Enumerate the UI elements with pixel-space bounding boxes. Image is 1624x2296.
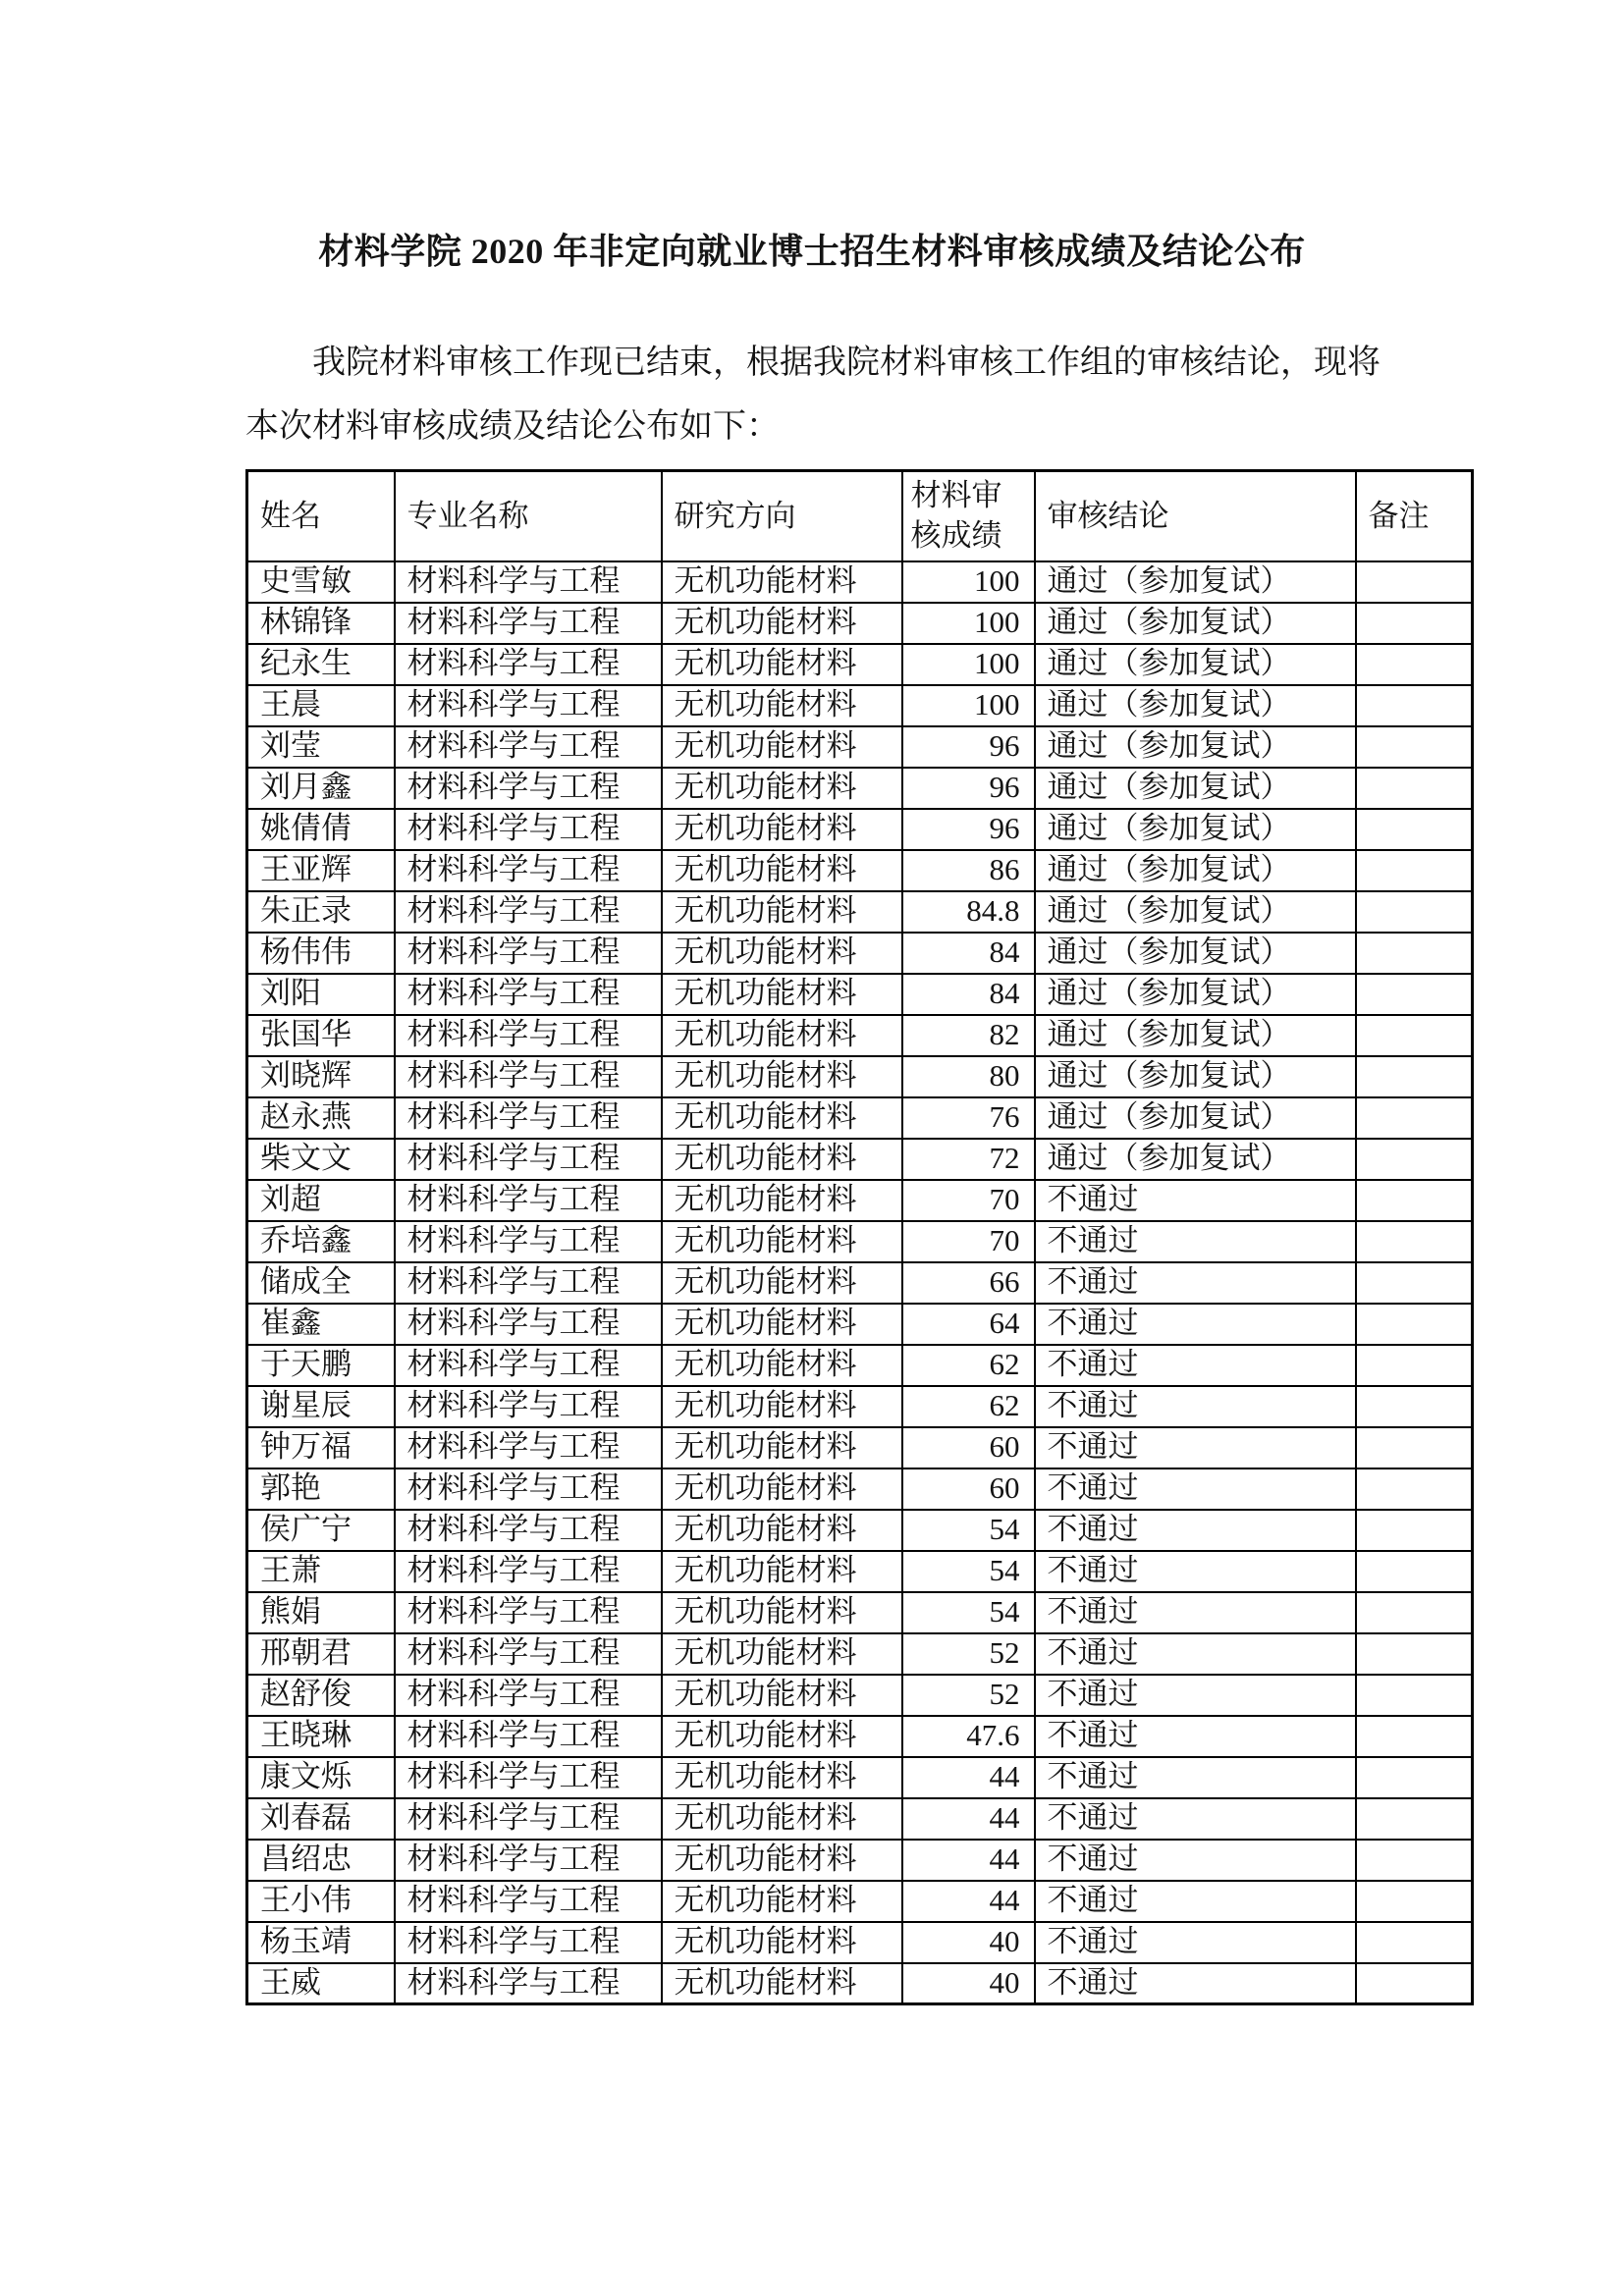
column-header-major: 专业名称 — [395, 471, 662, 561]
table-row — [247, 1840, 1473, 1881]
cell-conclusion: 不通过 — [1035, 1180, 1356, 1221]
cell-direction: 无机功能材料 — [662, 1840, 902, 1881]
cell-conclusion: 不通过 — [1035, 1345, 1356, 1386]
cell-name: 杨玉靖 — [247, 1922, 395, 1963]
table-row — [247, 974, 1473, 1015]
cell-name: 昌绍忠 — [247, 1840, 395, 1881]
cell-remark — [1356, 1468, 1473, 1510]
cell-conclusion: 通过（参加复试） — [1035, 685, 1356, 726]
cell-direction: 无机功能材料 — [662, 685, 902, 726]
cell-direction: 无机功能材料 — [662, 1592, 902, 1633]
cell-score: 82 — [902, 1015, 1035, 1056]
cell-conclusion: 通过（参加复试） — [1035, 1097, 1356, 1139]
cell-conclusion: 通过（参加复试） — [1035, 1015, 1356, 1056]
cell-direction: 无机功能材料 — [662, 644, 902, 685]
cell-name: 朱正录 — [247, 891, 395, 933]
cell-remark — [1356, 1304, 1473, 1345]
cell-name: 郭艳 — [247, 1468, 395, 1510]
cell-remark — [1356, 1551, 1473, 1592]
table-row — [247, 561, 1473, 603]
cell-major: 材料科学与工程 — [395, 1262, 662, 1304]
cell-score: 54 — [902, 1510, 1035, 1551]
cell-name: 赵舒俊 — [247, 1675, 395, 1716]
cell-score: 70 — [902, 1221, 1035, 1262]
cell-direction: 无机功能材料 — [662, 850, 902, 891]
cell-remark — [1356, 1345, 1473, 1386]
page-title: 材料学院 2020 年非定向就业博士招生材料审核成绩及结论公布 — [318, 232, 1306, 271]
cell-direction: 无机功能材料 — [662, 809, 902, 850]
cell-score: 40 — [902, 1963, 1035, 2004]
cell-direction: 无机功能材料 — [662, 1262, 902, 1304]
cell-major: 材料科学与工程 — [395, 1097, 662, 1139]
cell-remark — [1356, 1056, 1473, 1097]
cell-direction: 无机功能材料 — [662, 726, 902, 768]
table-row — [247, 1345, 1473, 1386]
table-row — [247, 1304, 1473, 1345]
cell-direction: 无机功能材料 — [662, 1633, 902, 1675]
cell-remark — [1356, 1798, 1473, 1840]
table-row — [247, 1221, 1473, 1262]
cell-score: 96 — [902, 768, 1035, 809]
cell-conclusion: 不通过 — [1035, 1386, 1356, 1427]
cell-conclusion: 不通过 — [1035, 1304, 1356, 1345]
table-row — [247, 1675, 1473, 1716]
cell-direction: 无机功能材料 — [662, 1139, 902, 1180]
cell-name: 谢星辰 — [247, 1386, 395, 1427]
cell-score: 47.6 — [902, 1716, 1035, 1757]
cell-score: 64 — [902, 1304, 1035, 1345]
cell-direction: 无机功能材料 — [662, 1427, 902, 1468]
cell-major: 材料科学与工程 — [395, 891, 662, 933]
cell-score: 60 — [902, 1468, 1035, 1510]
cell-remark — [1356, 768, 1473, 809]
cell-score: 62 — [902, 1345, 1035, 1386]
cell-remark — [1356, 1881, 1473, 1922]
cell-name: 王晓琳 — [247, 1716, 395, 1757]
table-row — [247, 1510, 1473, 1551]
cell-name: 姚倩倩 — [247, 809, 395, 850]
cell-remark — [1356, 561, 1473, 603]
cell-major: 材料科学与工程 — [395, 933, 662, 974]
cell-major: 材料科学与工程 — [395, 809, 662, 850]
cell-direction: 无机功能材料 — [662, 1097, 902, 1139]
cell-remark — [1356, 1675, 1473, 1716]
table-row — [247, 1015, 1473, 1056]
table-row — [247, 1056, 1473, 1097]
table-row — [247, 1262, 1473, 1304]
column-header-score: 材料审核成绩 — [902, 471, 1035, 561]
cell-name: 王小伟 — [247, 1881, 395, 1922]
cell-score: 66 — [902, 1262, 1035, 1304]
cell-score: 72 — [902, 1139, 1035, 1180]
cell-direction: 无机功能材料 — [662, 891, 902, 933]
cell-major: 材料科学与工程 — [395, 1922, 662, 1963]
table-row — [247, 1386, 1473, 1427]
table-row — [247, 1468, 1473, 1510]
cell-major: 材料科学与工程 — [395, 1716, 662, 1757]
cell-major: 材料科学与工程 — [395, 1304, 662, 1345]
cell-conclusion: 通过（参加复试） — [1035, 1139, 1356, 1180]
cell-major: 材料科学与工程 — [395, 1881, 662, 1922]
cell-name: 王晨 — [247, 685, 395, 726]
cell-score: 60 — [902, 1427, 1035, 1468]
cell-score: 80 — [902, 1056, 1035, 1097]
cell-direction: 无机功能材料 — [662, 1056, 902, 1097]
cell-major: 材料科学与工程 — [395, 1675, 662, 1716]
cell-major: 材料科学与工程 — [395, 1757, 662, 1798]
cell-conclusion: 不通过 — [1035, 1633, 1356, 1675]
cell-score: 100 — [902, 603, 1035, 644]
cell-score: 100 — [902, 561, 1035, 603]
cell-name: 钟万福 — [247, 1427, 395, 1468]
cell-name: 刘超 — [247, 1180, 395, 1221]
cell-score: 44 — [902, 1757, 1035, 1798]
cell-major: 材料科学与工程 — [395, 1180, 662, 1221]
cell-direction: 无机功能材料 — [662, 1015, 902, 1056]
cell-name: 刘月鑫 — [247, 768, 395, 809]
cell-major: 材料科学与工程 — [395, 1056, 662, 1097]
table-row — [247, 1592, 1473, 1633]
column-header-direction: 研究方向 — [662, 471, 902, 561]
cell-major: 材料科学与工程 — [395, 1592, 662, 1633]
cell-major: 材料科学与工程 — [395, 1963, 662, 2004]
cell-remark — [1356, 1963, 1473, 2004]
cell-direction: 无机功能材料 — [662, 933, 902, 974]
table-row — [247, 1427, 1473, 1468]
cell-major: 材料科学与工程 — [395, 1468, 662, 1510]
cell-major: 材料科学与工程 — [395, 685, 662, 726]
intro-line-1: 我院材料审核工作现已结束，根据我院材料审核工作组的审核结论，现将 — [312, 345, 1380, 381]
cell-conclusion: 不通过 — [1035, 1675, 1356, 1716]
cell-score: 100 — [902, 644, 1035, 685]
table-row — [247, 1139, 1473, 1180]
cell-conclusion: 通过（参加复试） — [1035, 1056, 1356, 1097]
cell-direction: 无机功能材料 — [662, 1345, 902, 1386]
cell-conclusion: 不通过 — [1035, 1468, 1356, 1510]
cell-remark — [1356, 850, 1473, 891]
cell-remark — [1356, 1840, 1473, 1881]
results-table-body — [247, 561, 1473, 2004]
cell-major: 材料科学与工程 — [395, 1633, 662, 1675]
table-row — [247, 644, 1473, 685]
table-row — [247, 1551, 1473, 1592]
cell-major: 材料科学与工程 — [395, 1798, 662, 1840]
column-header-conclusion: 审核结论 — [1035, 471, 1356, 561]
cell-conclusion: 不通过 — [1035, 1922, 1356, 1963]
cell-name: 刘春磊 — [247, 1798, 395, 1840]
cell-conclusion: 不通过 — [1035, 1757, 1356, 1798]
cell-direction: 无机功能材料 — [662, 561, 902, 603]
column-header-name: 姓名 — [247, 471, 395, 561]
cell-direction: 无机功能材料 — [662, 768, 902, 809]
cell-remark — [1356, 685, 1473, 726]
cell-remark — [1356, 1015, 1473, 1056]
cell-score: 62 — [902, 1386, 1035, 1427]
cell-remark — [1356, 1097, 1473, 1139]
table-row — [247, 768, 1473, 809]
cell-conclusion: 不通过 — [1035, 1262, 1356, 1304]
cell-major: 材料科学与工程 — [395, 644, 662, 685]
cell-major: 材料科学与工程 — [395, 603, 662, 644]
cell-major: 材料科学与工程 — [395, 850, 662, 891]
cell-conclusion: 通过（参加复试） — [1035, 768, 1356, 809]
cell-direction: 无机功能材料 — [662, 1922, 902, 1963]
cell-conclusion: 不通过 — [1035, 1716, 1356, 1757]
cell-conclusion: 通过（参加复试） — [1035, 891, 1356, 933]
cell-name: 侯广宁 — [247, 1510, 395, 1551]
cell-remark — [1356, 891, 1473, 933]
cell-conclusion: 不通过 — [1035, 1427, 1356, 1468]
cell-major: 材料科学与工程 — [395, 974, 662, 1015]
cell-conclusion: 不通过 — [1035, 1798, 1356, 1840]
table-row — [247, 891, 1473, 933]
cell-conclusion: 不通过 — [1035, 1510, 1356, 1551]
cell-direction: 无机功能材料 — [662, 1716, 902, 1757]
cell-score: 84.8 — [902, 891, 1035, 933]
cell-direction: 无机功能材料 — [662, 1551, 902, 1592]
table-row — [247, 726, 1473, 768]
cell-score: 44 — [902, 1840, 1035, 1881]
cell-major: 材料科学与工程 — [395, 1551, 662, 1592]
cell-major: 材料科学与工程 — [395, 1840, 662, 1881]
cell-remark — [1356, 1633, 1473, 1675]
cell-direction: 无机功能材料 — [662, 1468, 902, 1510]
cell-direction: 无机功能材料 — [662, 1798, 902, 1840]
cell-name: 王萧 — [247, 1551, 395, 1592]
table-row — [247, 809, 1473, 850]
cell-conclusion: 不通过 — [1035, 1881, 1356, 1922]
cell-major: 材料科学与工程 — [395, 1510, 662, 1551]
cell-major: 材料科学与工程 — [395, 1221, 662, 1262]
cell-conclusion: 通过（参加复试） — [1035, 933, 1356, 974]
cell-name: 王亚辉 — [247, 850, 395, 891]
cell-name: 康文烁 — [247, 1757, 395, 1798]
cell-score: 76 — [902, 1097, 1035, 1139]
cell-conclusion: 通过（参加复试） — [1035, 644, 1356, 685]
cell-score: 84 — [902, 933, 1035, 974]
cell-score: 86 — [902, 850, 1035, 891]
cell-direction: 无机功能材料 — [662, 1221, 902, 1262]
cell-score: 54 — [902, 1551, 1035, 1592]
cell-remark — [1356, 1757, 1473, 1798]
cell-score: 96 — [902, 726, 1035, 768]
cell-direction: 无机功能材料 — [662, 974, 902, 1015]
cell-name: 林锦锋 — [247, 603, 395, 644]
cell-score: 52 — [902, 1633, 1035, 1675]
cell-remark — [1356, 1592, 1473, 1633]
cell-score: 40 — [902, 1922, 1035, 1963]
cell-direction: 无机功能材料 — [662, 1304, 902, 1345]
cell-conclusion: 不通过 — [1035, 1840, 1356, 1881]
cell-conclusion: 通过（参加复试） — [1035, 850, 1356, 891]
cell-conclusion: 不通过 — [1035, 1221, 1356, 1262]
cell-remark — [1356, 1922, 1473, 1963]
cell-direction: 无机功能材料 — [662, 1386, 902, 1427]
cell-remark — [1356, 1180, 1473, 1221]
cell-name: 熊娟 — [247, 1592, 395, 1633]
cell-name: 刘莹 — [247, 726, 395, 768]
cell-conclusion: 通过（参加复试） — [1035, 561, 1356, 603]
cell-remark — [1356, 933, 1473, 974]
table-row — [247, 1633, 1473, 1675]
cell-remark — [1356, 974, 1473, 1015]
cell-remark — [1356, 603, 1473, 644]
table-row — [247, 1716, 1473, 1757]
table-row — [247, 1798, 1473, 1840]
cell-conclusion: 通过（参加复试） — [1035, 603, 1356, 644]
cell-score: 44 — [902, 1798, 1035, 1840]
cell-direction: 无机功能材料 — [662, 1510, 902, 1551]
intro-paragraph — [245, 339, 1471, 452]
cell-score: 96 — [902, 809, 1035, 850]
cell-remark — [1356, 1221, 1473, 1262]
cell-name: 史雪敏 — [247, 561, 395, 603]
results-table — [245, 469, 1474, 2005]
table-row — [247, 1922, 1473, 1963]
cell-name: 杨伟伟 — [247, 933, 395, 974]
header-row — [247, 471, 1473, 561]
cell-name: 邢朝君 — [247, 1633, 395, 1675]
cell-major: 材料科学与工程 — [395, 1386, 662, 1427]
cell-remark — [1356, 1386, 1473, 1427]
cell-name: 柴文文 — [247, 1139, 395, 1180]
cell-score: 100 — [902, 685, 1035, 726]
cell-direction: 无机功能材料 — [662, 603, 902, 644]
cell-major: 材料科学与工程 — [395, 1015, 662, 1056]
cell-major: 材料科学与工程 — [395, 1139, 662, 1180]
cell-direction: 无机功能材料 — [662, 1881, 902, 1922]
cell-remark — [1356, 1139, 1473, 1180]
cell-conclusion: 通过（参加复试） — [1035, 974, 1356, 1015]
cell-remark — [1356, 809, 1473, 850]
cell-major: 材料科学与工程 — [395, 1345, 662, 1386]
cell-conclusion: 不通过 — [1035, 1551, 1356, 1592]
cell-direction: 无机功能材料 — [662, 1963, 902, 2004]
cell-score: 84 — [902, 974, 1035, 1015]
cell-remark — [1356, 1427, 1473, 1468]
cell-conclusion: 不通过 — [1035, 1963, 1356, 2004]
cell-score: 70 — [902, 1180, 1035, 1221]
cell-name: 储成全 — [247, 1262, 395, 1304]
cell-name: 乔培鑫 — [247, 1221, 395, 1262]
cell-remark — [1356, 1262, 1473, 1304]
table-row — [247, 685, 1473, 726]
cell-direction: 无机功能材料 — [662, 1180, 902, 1221]
cell-remark — [1356, 726, 1473, 768]
table-row — [247, 1963, 1473, 2004]
cell-score: 52 — [902, 1675, 1035, 1716]
cell-score: 44 — [902, 1881, 1035, 1922]
cell-name: 王威 — [247, 1963, 395, 2004]
cell-remark — [1356, 1510, 1473, 1551]
column-header-remark: 备注 — [1356, 471, 1473, 561]
cell-score: 54 — [902, 1592, 1035, 1633]
table-row — [247, 603, 1473, 644]
cell-name: 刘阳 — [247, 974, 395, 1015]
cell-name: 崔鑫 — [247, 1304, 395, 1345]
cell-name: 于天鹏 — [247, 1345, 395, 1386]
cell-direction: 无机功能材料 — [662, 1757, 902, 1798]
cell-name: 张国华 — [247, 1015, 395, 1056]
cell-remark — [1356, 644, 1473, 685]
cell-conclusion: 通过（参加复试） — [1035, 809, 1356, 850]
cell-name: 赵永燕 — [247, 1097, 395, 1139]
cell-remark — [1356, 1716, 1473, 1757]
table-row — [247, 1180, 1473, 1221]
cell-major: 材料科学与工程 — [395, 1427, 662, 1468]
cell-conclusion: 通过（参加复试） — [1035, 726, 1356, 768]
cell-conclusion: 不通过 — [1035, 1592, 1356, 1633]
cell-major: 材料科学与工程 — [395, 768, 662, 809]
table-row — [247, 933, 1473, 974]
cell-direction: 无机功能材料 — [662, 1675, 902, 1716]
cell-name: 刘晓辉 — [247, 1056, 395, 1097]
table-row — [247, 850, 1473, 891]
table-row — [247, 1881, 1473, 1922]
table-row — [247, 1097, 1473, 1139]
cell-major: 材料科学与工程 — [395, 561, 662, 603]
cell-name: 纪永生 — [247, 644, 395, 685]
table-row — [247, 1757, 1473, 1798]
results-table-header — [247, 471, 1473, 561]
cell-major: 材料科学与工程 — [395, 726, 662, 768]
intro-line-2: 本次材料审核成绩及结论公布如下： — [245, 408, 780, 445]
